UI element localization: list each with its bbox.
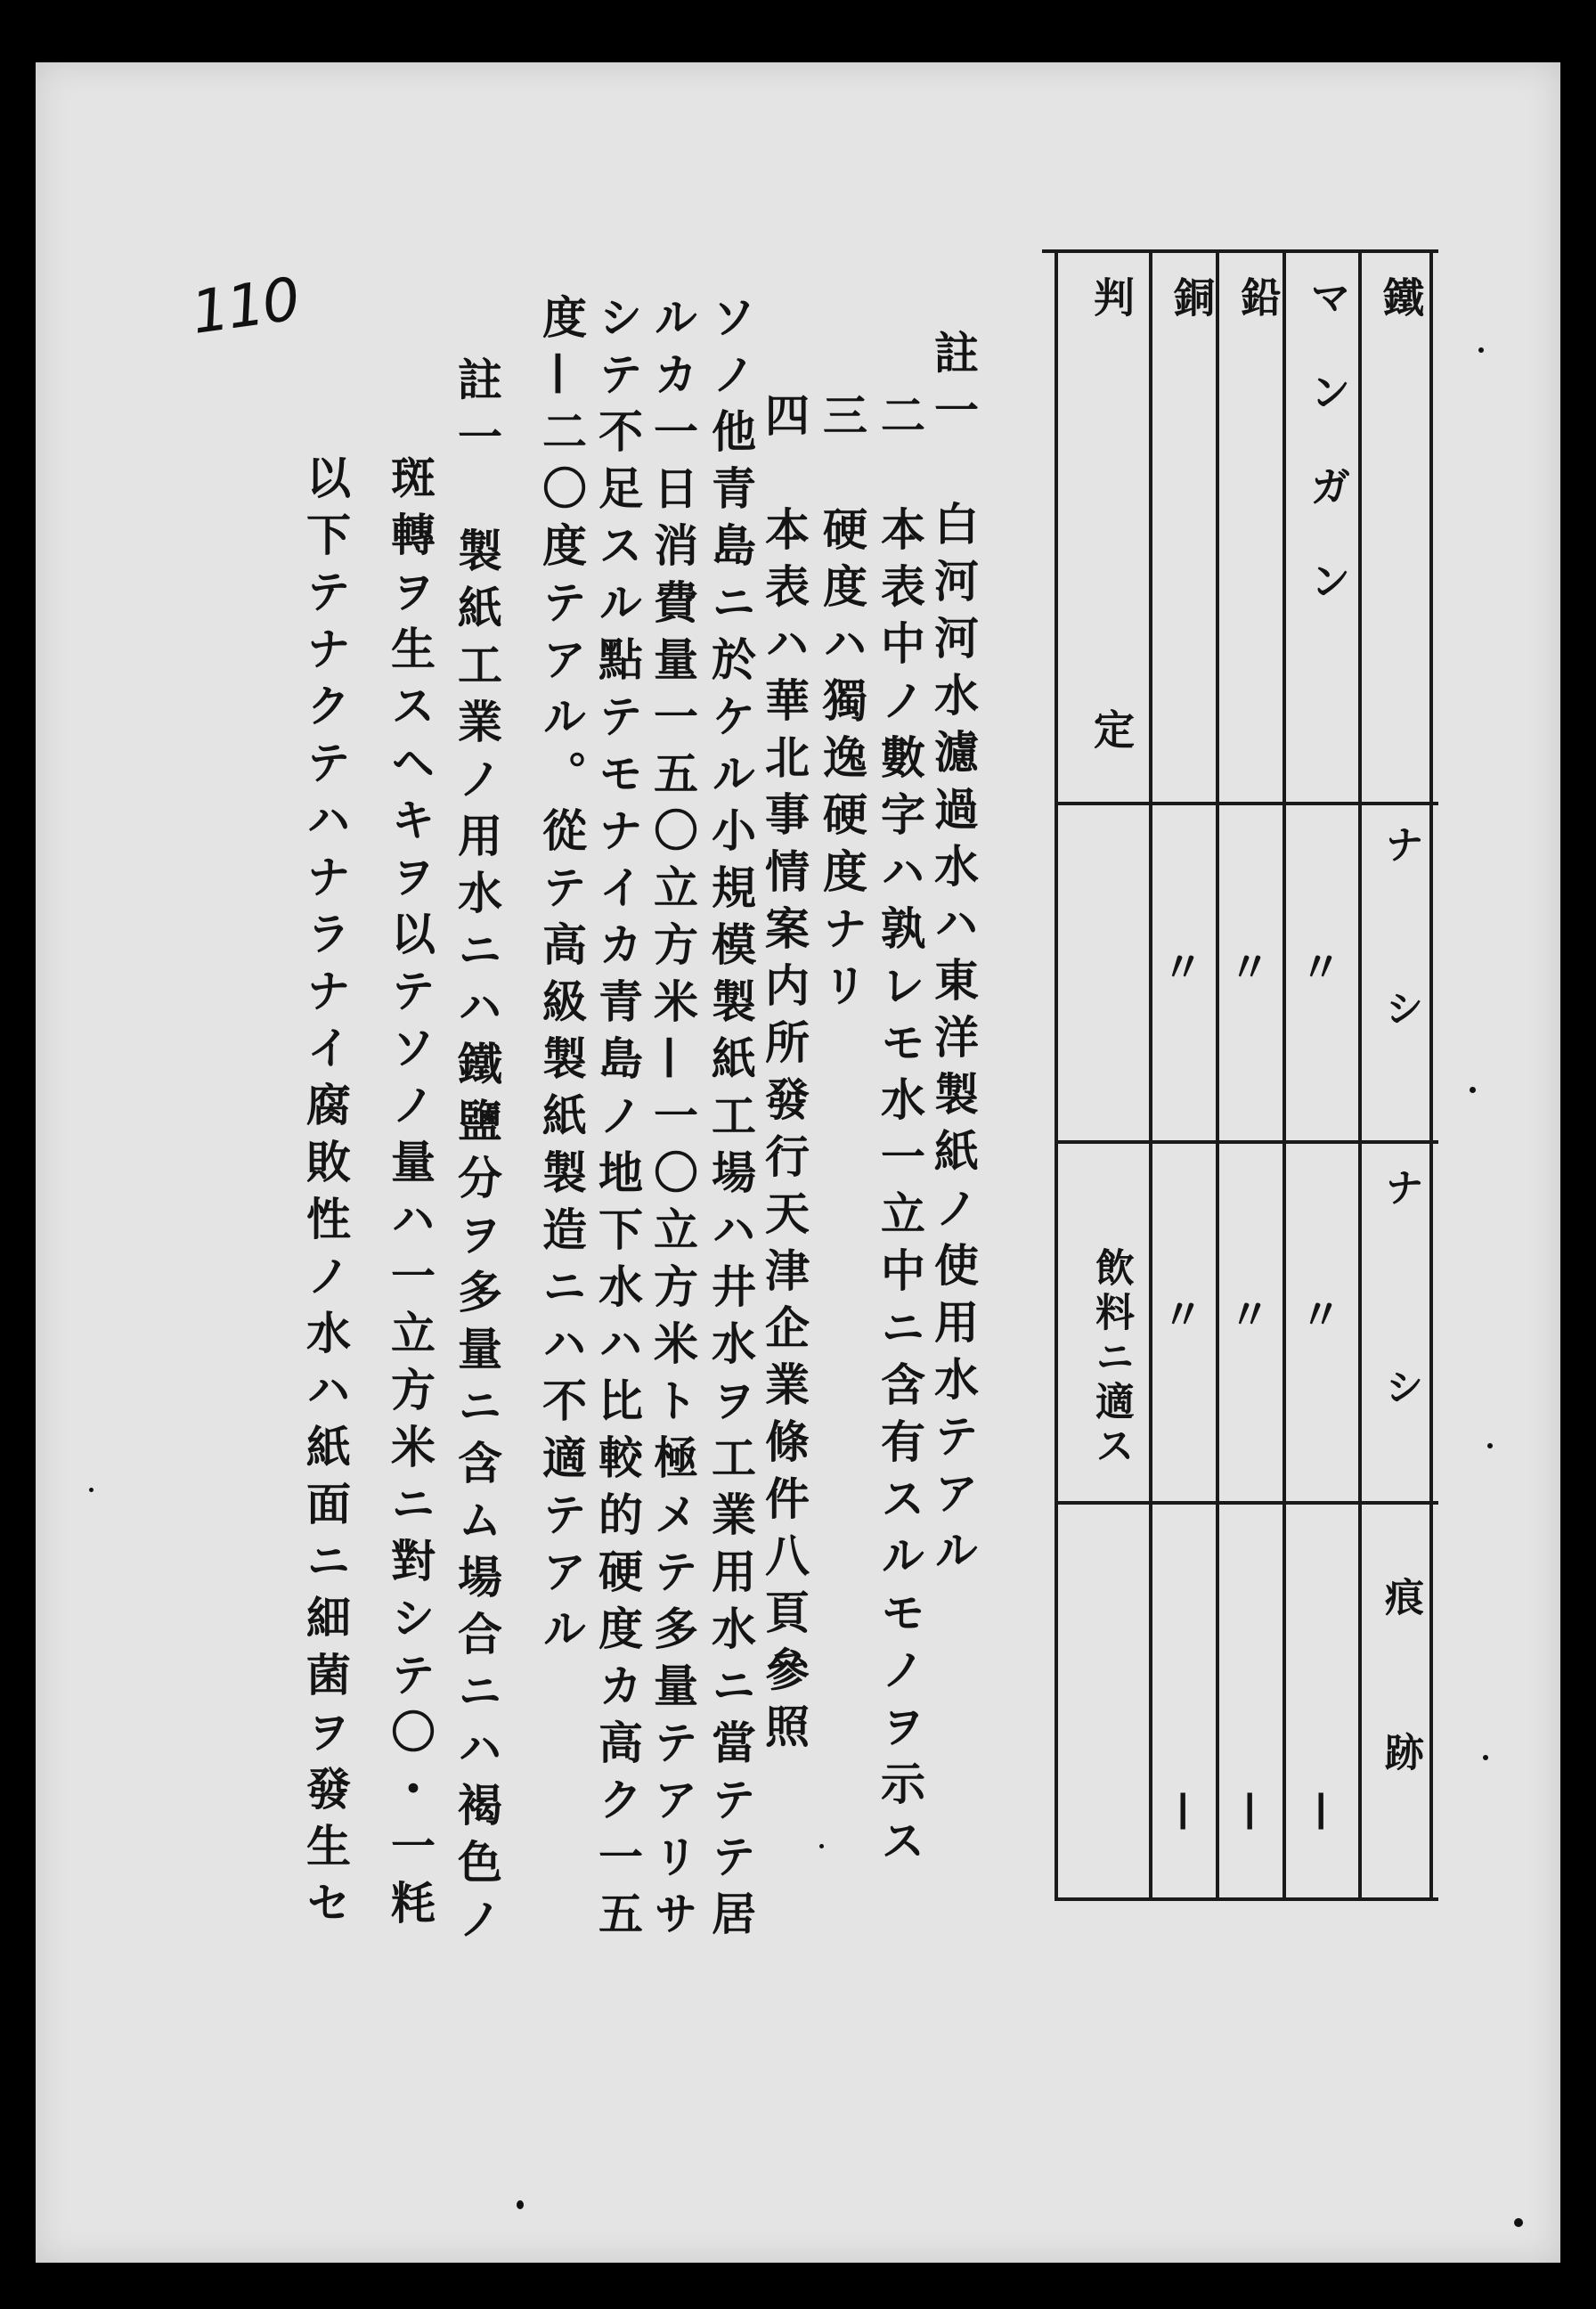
row2-judgment: 飲料ニ適ス: [1088, 1247, 1134, 1470]
header-copper: 銅: [1168, 276, 1216, 322]
row3-mark-lead: —: [1229, 1791, 1277, 1832]
header-judgment-1: 判: [1087, 276, 1136, 322]
row3-iron: 痕跡: [1378, 1577, 1423, 1887]
header-lead: 鉛: [1234, 276, 1282, 322]
note-col-5: ソノ他青島ニ於ケル小規模製紙工場ハ井水ヲ工業用水ニ當テテ居: [704, 294, 757, 1947]
water-quality-table: [1042, 249, 1438, 1897]
note-col-10: 斑轉ヲ生スヘキヲ以テソノ量ハ一立方米ニ對シテ〇・一粍: [384, 454, 436, 1937]
note-col-2: 二 本表中ノ數字ハ孰レモ水一立中ニ含有スルモノヲ示ス: [874, 392, 926, 1874]
row2-mark-copper: 〃: [1162, 1291, 1203, 1339]
row2-iron: ナシ: [1378, 1167, 1423, 1566]
note-col-4: 四 本表ハ華北事情案内所發行天津企業條件八頁參照: [758, 392, 810, 1760]
row1-mark-lead: 〃: [1229, 943, 1270, 991]
note-col-9: 註一 製紙工業ノ用水ニハ鐵鹽分ヲ多量ニ含ム場合ニハ褐色ノ: [451, 356, 503, 1953]
note-col-8: 度—二〇度テアル。從テ高級製紙製造ニハ不適テアル: [535, 294, 588, 1662]
note-col-11: 以下テナクテハナラナイ腐敗性ノ水ハ紙面ニ細菌ヲ發生セ: [299, 454, 352, 1937]
note-col-1: 註一 白河河水濾過水ハ東洋製紙ノ使用水テアル: [927, 330, 980, 1584]
row2-mark-lead: 〃: [1229, 1291, 1270, 1339]
header-manganese: マンガン: [1304, 276, 1352, 654]
note-col-6: ルカ一日消費量一五〇立方米—一〇立方米ト極メテ多量テアリサ: [647, 294, 699, 1947]
header-iron: 鐵: [1377, 276, 1425, 322]
note-col-3: 三 硬度ハ獨逸硬度ナリ: [816, 392, 868, 1019]
document-page: [36, 62, 1560, 2263]
page-number: 110: [187, 265, 303, 347]
header-judgment-2: 定: [1087, 708, 1136, 755]
row1-iron: ナシ: [1378, 824, 1423, 1152]
row2-mark-manganese: 〃: [1300, 1291, 1341, 1339]
note-col-7: シテ不足スル點テモナイカ青島ノ地下水ハ比較的硬度カ高ク一五: [591, 294, 644, 1947]
row3-mark-copper: —: [1162, 1791, 1210, 1832]
row3-mark-manganese: —: [1300, 1791, 1348, 1832]
row1-mark-copper: 〃: [1162, 943, 1203, 991]
row1-mark-manganese: 〃: [1300, 943, 1341, 991]
